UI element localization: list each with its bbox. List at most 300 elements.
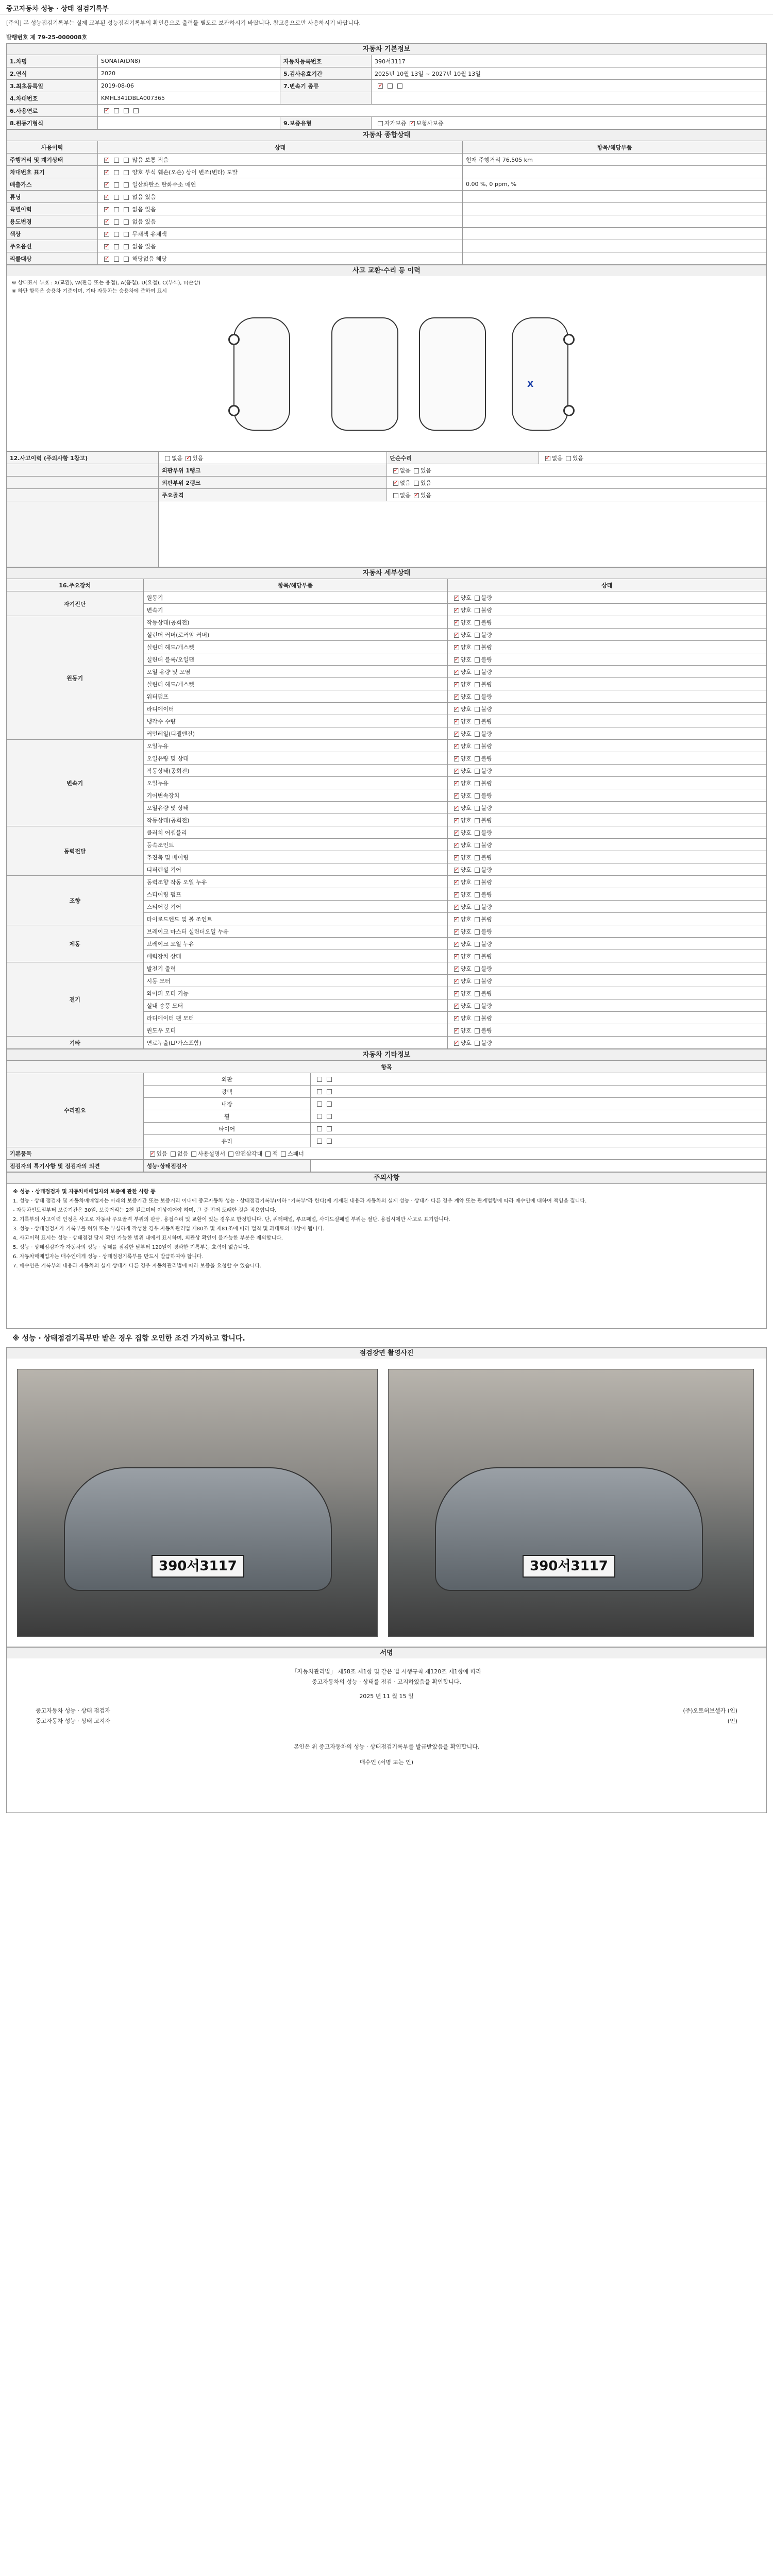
detail-item: 오일유량 및 상태 xyxy=(143,752,447,765)
status-bad: 불량 xyxy=(481,928,493,935)
extra-group: 수리필요 xyxy=(7,1073,144,1147)
checkbox xyxy=(114,195,119,200)
detail-status xyxy=(447,653,767,666)
status-ok: 양호 xyxy=(460,916,472,923)
status-ok: 양호 xyxy=(460,631,472,638)
checkbox xyxy=(327,1114,332,1119)
checkbox xyxy=(454,892,459,897)
basic-info-section xyxy=(6,43,767,129)
status-bad: 불량 xyxy=(481,594,493,601)
detail-item: 오일 유량 및 오염 xyxy=(143,666,447,678)
status-bad: 불량 xyxy=(481,681,493,688)
summary-title: 자동차 종합상태 xyxy=(6,129,767,141)
status-bad: 불량 xyxy=(481,866,493,873)
summary-key: 특별이력 xyxy=(7,203,98,215)
status-bad: 불량 xyxy=(481,804,493,811)
first-reg-label: 3.최초등록일 xyxy=(7,80,98,92)
extra-status xyxy=(311,1135,767,1147)
status-bad: 불량 xyxy=(481,977,493,985)
checkbox xyxy=(114,219,119,225)
status-ok: 양호 xyxy=(460,693,472,700)
detail-title: 자동차 세부상태 xyxy=(6,567,767,579)
summary-key: 주요옵션 xyxy=(7,240,98,252)
basic-info-title: 자동차 기본정보 xyxy=(6,43,767,55)
extra-status xyxy=(311,1110,767,1123)
photos-title: 점검장면 촬영사진 xyxy=(6,1347,767,1359)
summary-row xyxy=(7,166,767,178)
sign-line3: 본인은 위 중고자동차의 성능 · 상태점검기록부를 발급받았음을 확인합니다. xyxy=(293,1743,480,1750)
checkbox xyxy=(104,244,109,249)
detail-col3: 상태 xyxy=(447,579,767,591)
photo-rear xyxy=(388,1369,754,1637)
detail-item: 오일누유 xyxy=(143,777,447,789)
car-top-rear-view xyxy=(419,317,486,431)
detail-item: 등속조인트 xyxy=(143,839,447,851)
checkbox xyxy=(454,769,459,774)
checkbox xyxy=(114,207,119,212)
checkbox xyxy=(114,257,119,262)
status-bad: 불량 xyxy=(481,779,493,787)
damage-title: 사고 교환·수리 등 이력 xyxy=(6,265,767,276)
status-ok: 양호 xyxy=(460,977,472,985)
checkbox xyxy=(454,806,459,811)
checkbox xyxy=(475,608,480,613)
status-ok: 양호 xyxy=(460,878,472,886)
detail-status xyxy=(447,678,767,690)
checkbox xyxy=(475,831,480,836)
detail-status xyxy=(447,901,767,913)
detail-group: 전기 xyxy=(7,962,144,1037)
status-ok: 양호 xyxy=(460,1014,472,1022)
checkbox xyxy=(454,682,459,687)
warranty-value: 자가보증✓ 보험사보증 xyxy=(372,117,767,129)
summary-col3: 항목/해당부품 xyxy=(463,141,767,154)
summary-value xyxy=(98,166,463,178)
checkbox xyxy=(327,1089,332,1094)
extra-item: 광택 xyxy=(143,1086,311,1098)
summary-row xyxy=(7,228,767,240)
checkbox xyxy=(114,158,119,163)
detail-table xyxy=(6,579,767,1049)
inspector-label: 중고자동차 성능 · 상태 점검자 xyxy=(36,1707,110,1714)
checkbox xyxy=(475,806,480,811)
detail-status xyxy=(447,666,767,678)
checkbox xyxy=(327,1101,332,1107)
checkbox xyxy=(475,769,480,774)
detail-status xyxy=(447,1037,767,1049)
detail-status xyxy=(447,888,767,901)
detail-status xyxy=(447,851,767,863)
summary-value-text: 없음 있음 xyxy=(130,206,156,213)
status-ok: 양호 xyxy=(460,594,472,601)
detail-row xyxy=(7,826,767,839)
detail-item: 작동상태(공회전) xyxy=(143,814,447,826)
checkbox xyxy=(454,793,459,799)
checkbox xyxy=(114,232,119,237)
checkbox xyxy=(317,1077,322,1082)
caution-line: 3. 성능 · 상태점검자가 기록부를 허위 또는 부실하게 작성한 경우 자동차관리법 제80조 및 제81조에 따라 벌칙 및 과태료의 대상이 됩니다. xyxy=(13,1226,325,1232)
detail-status xyxy=(447,616,767,629)
sign-box xyxy=(6,1658,767,1813)
extra-table xyxy=(6,1060,767,1172)
status-ok: 양호 xyxy=(460,792,472,799)
basic-info-table xyxy=(6,55,767,129)
checkbox xyxy=(454,707,459,712)
checkbox xyxy=(475,1016,480,1021)
detail-status xyxy=(447,839,767,851)
checkbox xyxy=(475,855,480,860)
detail-item: 스티어링 펌프 xyxy=(143,888,447,901)
checkbox xyxy=(454,942,459,947)
repair-label: 단순수리 xyxy=(386,452,539,464)
checkbox xyxy=(475,1028,480,1033)
detail-status xyxy=(447,826,767,839)
checkbox xyxy=(124,257,129,262)
checkbox xyxy=(475,942,480,947)
summary-key: 배출가스 xyxy=(7,178,98,191)
status-ok: 양호 xyxy=(460,643,472,651)
photos-area xyxy=(6,1359,767,1647)
checkbox xyxy=(104,182,109,188)
car-right-view xyxy=(512,317,568,431)
checkbox xyxy=(317,1089,322,1094)
status-bad: 불량 xyxy=(481,1014,493,1022)
detail-status xyxy=(447,987,767,999)
status-ok: 양호 xyxy=(460,619,472,626)
checkbox xyxy=(475,744,480,749)
detail-group: 기타 xyxy=(7,1037,144,1049)
inspect-period: 2025년 10월 13일 ~ 2027년 10월 13일 xyxy=(372,67,767,80)
detail-status xyxy=(447,1024,767,1037)
detail-item: 클러치 어셈블리 xyxy=(143,826,447,839)
checkbox xyxy=(454,905,459,910)
status-ok: 양호 xyxy=(460,718,472,725)
trans-label: 7.변속기 종류 xyxy=(280,80,372,92)
cautions-section xyxy=(6,1172,767,1347)
detail-item: 기어변속장치 xyxy=(143,789,447,802)
status-ok: 양호 xyxy=(460,903,472,910)
damage-mark-x: X xyxy=(527,379,534,389)
status-bad: 불량 xyxy=(481,656,493,663)
car-left-view xyxy=(233,317,290,431)
year-label: 2.연식 xyxy=(7,67,98,80)
summary-value xyxy=(98,154,463,166)
checkbox xyxy=(475,756,480,761)
checkbox xyxy=(475,781,480,786)
status-ok: 양호 xyxy=(460,829,472,836)
checkbox xyxy=(475,1041,480,1046)
plate-front: 390서3117 xyxy=(152,1555,244,1578)
checkbox xyxy=(454,620,459,625)
status-ok: 양호 xyxy=(460,779,472,787)
status-bad: 불량 xyxy=(481,990,493,997)
caution-line: 7. 매수인은 기록부의 내용과 자동차의 실제 상태가 다른 경우 자동차관리법에 따라 보증을 요청할 수 있습니다. xyxy=(13,1263,262,1269)
status-bad: 불량 xyxy=(481,841,493,849)
detail-item: 워터펌프 xyxy=(143,690,447,703)
detail-status xyxy=(447,740,767,752)
extra-item: 타이어 xyxy=(143,1123,311,1135)
detail-status xyxy=(447,814,767,826)
status-bad: 불량 xyxy=(481,643,493,651)
first-reg: 2019-08-06 xyxy=(98,80,280,92)
detail-item: 냉각수 수량 xyxy=(143,715,447,727)
detail-item: 발전기 출력 xyxy=(143,962,447,975)
detail-row xyxy=(7,925,767,938)
summary-table xyxy=(6,141,767,265)
checkbox xyxy=(454,657,459,663)
summary-key: 용도변경 xyxy=(7,215,98,228)
status-bad: 불량 xyxy=(481,755,493,762)
caution-line: 5. 성능 · 상태점검자가 자동차의 성능 · 상태를 점검한 날부터 120일이 경과한 기록부는 효력이 없습니다. xyxy=(13,1245,250,1250)
frame-label: 주요골격 xyxy=(159,489,387,501)
accident-table: 12.사고이력 (주의사항 1참고) 없음✓ 있음 단순수리 ✓ 없음 있음 외판부위 1랭크 ✓ 없음 있음 외판부위 2랭크 ✓ 없음 있음 주요골격 없음✓ 있음 xyxy=(6,451,767,567)
extra-status xyxy=(311,1123,767,1135)
checkbox xyxy=(104,219,109,225)
checkbox xyxy=(475,694,480,700)
extra-section xyxy=(6,1049,767,1172)
damage-diagram xyxy=(6,276,767,451)
status-bad: 불량 xyxy=(481,631,493,638)
summary-right: 0.00 %, 0 ppm, % xyxy=(463,178,767,191)
cautions-heading: ※ 성능 · 상태점검자 및 자동차매매업자의 보증에 관한 사항 등 xyxy=(13,1189,156,1195)
year: 2020 xyxy=(98,67,280,80)
summary-row xyxy=(7,203,767,215)
detail-status xyxy=(447,604,767,616)
summary-value xyxy=(98,191,463,203)
checkbox xyxy=(124,232,129,237)
summary-value xyxy=(98,252,463,265)
checkbox xyxy=(475,905,480,910)
summary-col1: 사용이력 xyxy=(7,141,98,154)
summary-value-text: 없음 있음 xyxy=(130,218,156,225)
status-ok: 양호 xyxy=(460,1002,472,1009)
part2-label: 외판부위 2랭크 xyxy=(159,477,387,489)
detail-item: 실린더 블록/오일팬 xyxy=(143,653,447,666)
summary-value-text: 일산화탄소 탄화수소 매연 xyxy=(130,181,196,188)
detail-item: 변속기 xyxy=(143,604,447,616)
status-ok: 양호 xyxy=(460,705,472,713)
fuel-value xyxy=(98,105,767,117)
checkbox xyxy=(281,1151,286,1157)
summary-right xyxy=(463,203,767,215)
dealer-label: 중고자동차 성능 · 상태 고지자 xyxy=(36,1718,110,1724)
detail-status xyxy=(447,690,767,703)
basic-items-label: 기본품목 xyxy=(7,1147,144,1160)
summary-col2: 상태 xyxy=(98,141,463,154)
summary-row xyxy=(7,252,767,265)
summary-right xyxy=(463,252,767,265)
detail-status xyxy=(447,765,767,777)
damage-legend-1: ※ 상태표시 부호 : X(교환), W(판금 또는 용접), A(흠집), U(요철), C(부식), T(손상) xyxy=(12,280,200,286)
summary-key: 색상 xyxy=(7,228,98,240)
basic-opt: 안전삼각대 xyxy=(235,1150,263,1157)
notice-text: [주의] 본 성능점검기록부는 실제 교부된 성능점검기록부의 확인용으로 출력물 별도로 보관하시기 바랍니다. 참고용으로만 사용하시기 바랍니다. xyxy=(6,20,361,26)
checkbox xyxy=(317,1126,322,1131)
status-bad: 불량 xyxy=(481,829,493,836)
extra-status xyxy=(311,1086,767,1098)
checkbox xyxy=(475,633,480,638)
checkbox xyxy=(124,219,129,225)
detail-status xyxy=(447,962,767,975)
accident-label: 12.사고이력 (주의사항 1참고) xyxy=(7,452,159,464)
sign-title: 서명 xyxy=(6,1647,767,1658)
caution-line: 6. 자동차매매업자는 매수인에게 성능 · 상태점검기록부를 반드시 발급하여야 합니다. xyxy=(13,1254,204,1260)
checkbox xyxy=(454,843,459,848)
summary-key: 튜닝 xyxy=(7,191,98,203)
checkbox xyxy=(327,1139,332,1144)
detail-item: 작동상태(공회전) xyxy=(143,765,447,777)
checkbox xyxy=(124,158,129,163)
status-bad: 불량 xyxy=(481,693,493,700)
checkbox xyxy=(475,707,480,712)
checkbox xyxy=(171,1151,176,1157)
status-ok: 양호 xyxy=(460,767,472,774)
checkbox xyxy=(124,182,129,188)
detail-group: 원동기 xyxy=(7,616,144,740)
detail-group: 변속기 xyxy=(7,740,144,826)
status-bad: 불량 xyxy=(481,1027,493,1034)
detail-status xyxy=(447,950,767,962)
status-ok: 양호 xyxy=(460,891,472,898)
checkbox xyxy=(104,207,109,212)
summary-row xyxy=(7,154,767,166)
detail-status xyxy=(447,925,767,938)
summary-row xyxy=(7,178,767,191)
inspector-name: (주)오토허브셀카 (인) xyxy=(683,1707,737,1714)
photos-section xyxy=(6,1347,767,1647)
summary-key: 차대번호 표기 xyxy=(7,166,98,178)
cautions-box xyxy=(6,1183,767,1329)
status-bad: 불량 xyxy=(481,1039,493,1046)
motor-label: 8.원동기형식 xyxy=(7,117,98,129)
vin-label: 4.차대번호 xyxy=(7,92,98,105)
sign-line2: 중고자동차의 성능 · 상태를 점검 · 고지하였음을 확인합니다. xyxy=(312,1679,461,1685)
checkbox xyxy=(327,1077,332,1082)
detail-status xyxy=(447,863,767,876)
checkbox xyxy=(454,868,459,873)
checkbox xyxy=(454,1041,459,1046)
detail-item: 커먼레일(디젤엔진) xyxy=(143,727,447,740)
summary-value xyxy=(98,228,463,240)
checkbox xyxy=(317,1114,322,1119)
detail-item: 오일유량 및 상태 xyxy=(143,802,447,814)
status-ok: 양호 xyxy=(460,668,472,675)
detail-item: 추진축 및 베어링 xyxy=(143,851,447,863)
basic-opt: 잭 xyxy=(272,1150,278,1157)
summary-right xyxy=(463,166,767,178)
status-bad: 불량 xyxy=(481,1002,493,1009)
checkbox xyxy=(317,1101,322,1107)
checkbox xyxy=(454,929,459,935)
summary-row xyxy=(7,191,767,203)
status-bad: 불량 xyxy=(481,878,493,886)
doc-number: 발행번호 제 79-25-000008호 xyxy=(6,34,88,41)
checkbox xyxy=(124,195,129,200)
checkbox xyxy=(475,892,480,897)
cautions-warning: ※ 성능 · 상태점검기록부만 받은 경우 집합 오인한 조건 가지하고 합니다. xyxy=(12,1334,245,1343)
caution-line: 2. 기록부의 사고이력 인정은 사고로 자동차 주요골격 부위의 판금, 용접수리 및 교환이 있는 경우로 한정합니다. 단, 쿼터패널, 루프패널, 사이드실패널 부위는 절단, 용접시에만 사고로 표기합니다. xyxy=(13,1217,450,1223)
checkbox xyxy=(454,645,459,650)
status-bad: 불량 xyxy=(481,606,493,614)
checkbox xyxy=(475,917,480,922)
detail-item: 실린더 헤드/개스켓 xyxy=(143,678,447,690)
checkbox xyxy=(454,1016,459,1021)
status-ok: 양호 xyxy=(460,990,472,997)
extra-item: 외판 xyxy=(143,1073,311,1086)
summary-right xyxy=(463,228,767,240)
status-bad: 불량 xyxy=(481,953,493,960)
status-ok: 양호 xyxy=(460,817,472,824)
extra-title: 자동차 기타정보 xyxy=(6,1049,767,1060)
checkbox xyxy=(475,880,480,885)
reg-no-label: 자동차등록번호 xyxy=(280,55,372,67)
checkbox xyxy=(454,954,459,959)
checkbox xyxy=(150,1151,155,1157)
checkbox xyxy=(475,843,480,848)
checkbox xyxy=(104,195,109,200)
checkbox xyxy=(475,929,480,935)
detail-item: 동력조향 작동 오일 누유 xyxy=(143,876,447,888)
detail-item: 타이로드엔드 및 볼 조인트 xyxy=(143,913,447,925)
summary-value xyxy=(98,203,463,215)
status-bad: 불량 xyxy=(481,718,493,725)
inspect-period-label: 5.검사유효기간 xyxy=(280,67,372,80)
checkbox xyxy=(454,719,459,724)
car-top-front-view xyxy=(331,317,398,431)
damage-section xyxy=(6,265,767,567)
checkbox xyxy=(475,682,480,687)
checkbox xyxy=(454,818,459,823)
dealer-name: (인) xyxy=(727,1718,737,1724)
status-ok: 양호 xyxy=(460,854,472,861)
basic-opt: 사용설명서 xyxy=(198,1150,226,1157)
summary-right xyxy=(463,191,767,203)
checkbox xyxy=(454,756,459,761)
checkbox xyxy=(454,694,459,700)
checkbox xyxy=(124,170,129,175)
detail-item: 연료누출(LP가스포함) xyxy=(143,1037,447,1049)
basic-opt: 있음 xyxy=(156,1150,167,1157)
detail-status xyxy=(447,777,767,789)
detail-status xyxy=(447,715,767,727)
extra-row xyxy=(7,1073,767,1086)
sign-line1: 「자동차관리법」 제58조 제1항 및 같은 법 시행규칙 제120조 제1항에 따라 xyxy=(291,1668,482,1675)
summary-right xyxy=(463,215,767,228)
caution-line: 1. 성능 · 상태 점검자 및 자동차매매업자는 아래의 보증기간 또는 보증거리 이내에 중고자동차 성능 · 상태점검기록부(이하 "기록부"라 한다)에 기재된 내용과 자동차의 실제 성능 · 상태가 다른 경우 계약 또는 관계법령에 따라 매수인에 대하여 책임을 집니다. xyxy=(13,1198,587,1204)
buyer-sign: 매수인 (서명 또는 인) xyxy=(359,1759,414,1766)
checkbox xyxy=(114,182,119,188)
status-bad: 불량 xyxy=(481,916,493,923)
detail-status xyxy=(447,641,767,653)
status-bad: 불량 xyxy=(481,730,493,737)
status-bad: 불량 xyxy=(481,965,493,972)
checkbox xyxy=(317,1139,322,1144)
checkbox xyxy=(191,1151,196,1157)
detail-item: 브레이크 마스터 실린더오일 누유 xyxy=(143,925,447,938)
summary-value xyxy=(98,178,463,191)
detail-group: 조향 xyxy=(7,876,144,925)
opinion-label: 점검자의 특기사항 및 점검자의 의견 xyxy=(7,1160,144,1172)
detail-item: 와이퍼 모터 기능 xyxy=(143,987,447,999)
checkbox xyxy=(454,633,459,638)
detail-row xyxy=(7,1037,767,1049)
status-ok: 양호 xyxy=(460,1027,472,1034)
checkbox xyxy=(454,831,459,836)
status-ok: 양호 xyxy=(460,866,472,873)
checkbox xyxy=(454,991,459,996)
detail-section xyxy=(6,567,767,1049)
detail-group: 자기진단 xyxy=(7,591,144,616)
